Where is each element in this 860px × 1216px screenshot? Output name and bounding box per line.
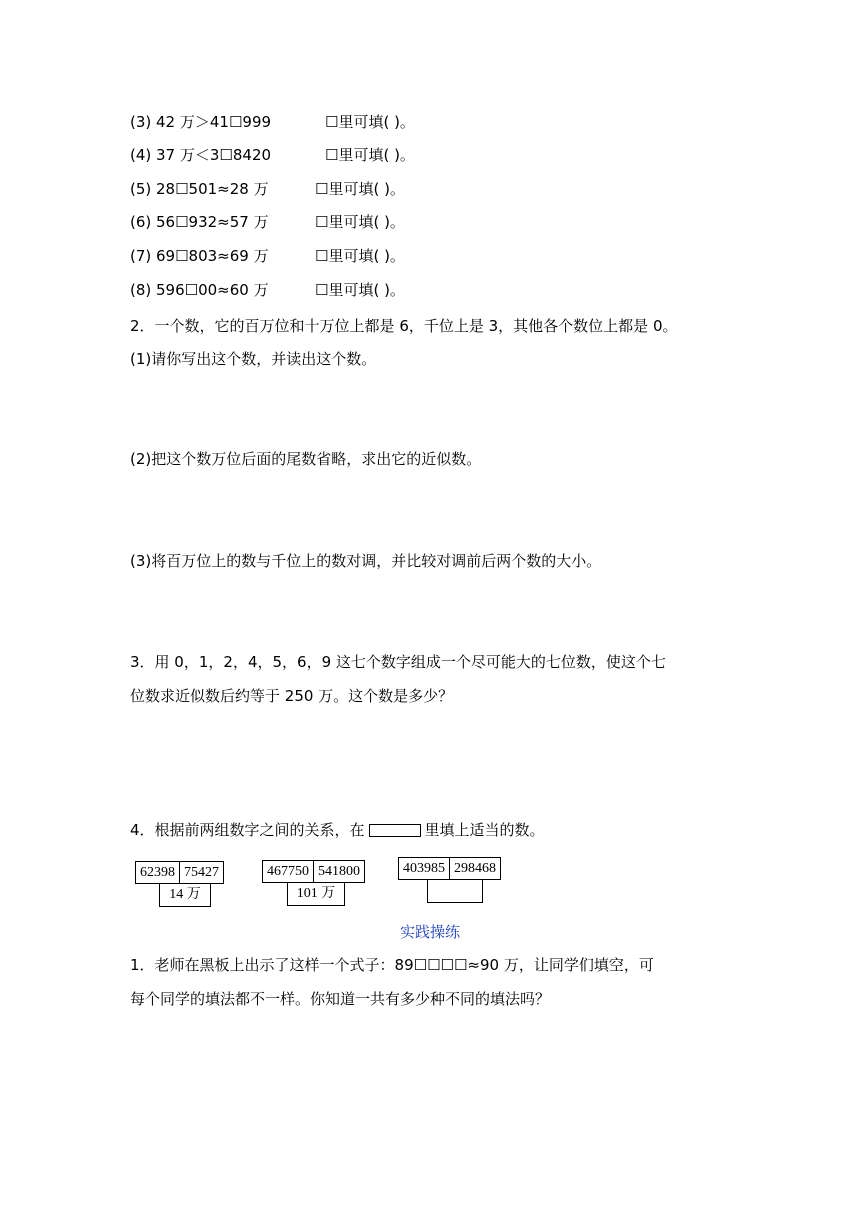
question-expression: (4) 37 万＜3☐8420 — [130, 146, 272, 164]
question-item-6 — [130, 212, 269, 232]
question-2-part-3: (3)将百万位上的数与千位上的数对调，并比较对调前后两个数的大小。 — [130, 552, 602, 570]
answer-blank[interactable]: ☐里可填( )。 — [315, 213, 405, 231]
pair-number-b: 541800 — [313, 861, 364, 882]
answer-blank[interactable]: ☐里可填( )。 — [315, 281, 405, 299]
answer-blank[interactable]: ☐里可填( )。 — [315, 247, 405, 265]
section-title: 实践操练 — [399, 923, 460, 941]
pair-result-blank[interactable] — [427, 880, 483, 903]
question-item-7 — [130, 246, 269, 266]
pair-number-a: 62398 — [140, 865, 175, 880]
question-3-line-1: 3．用 0，1，2，4，5，6，9 这七个数字组成一个尽可能大的七位数，使这个七 — [130, 653, 666, 671]
pair-number-a: 403985 — [403, 861, 445, 876]
number-pair-2 — [262, 860, 365, 883]
number-pair-1 — [135, 861, 224, 884]
pair-number-b: 75427 — [179, 862, 223, 883]
question-expression: (7) 69☐803≈69 万 — [130, 247, 269, 265]
question-4-text-before: 4．根据前两组数字之间的关系，在 — [130, 821, 365, 839]
answer-blank[interactable]: ☐里可填( )。 — [315, 180, 405, 198]
question-3-line-2: 位数求近似数后约等于 250 万。这个数是多少？ — [130, 687, 454, 705]
practice-question-line-2: 每个同学的填法都不一样。你知道一共有多少种不同的填法吗？ — [130, 990, 551, 1008]
question-expression: (3) 42 万＞41☐999 — [130, 113, 272, 131]
pair-number-b: 298468 — [449, 858, 500, 879]
inline-blank-box — [369, 824, 421, 837]
question-expression: (5) 28☐501≈28 万 — [130, 180, 269, 198]
question-item-3 — [130, 112, 271, 132]
number-pair-3 — [398, 857, 501, 880]
question-2-stem: 2．一个数，它的百万位和十万位上都是 6，千位上是 3，其他各个数位上都是 0。 — [130, 317, 678, 335]
question-item-8 — [130, 280, 269, 300]
answer-blank[interactable]: ☐里可填( )。 — [325, 146, 415, 164]
question-2-part-1: (1)请你写出这个数，并读出这个数。 — [130, 350, 377, 368]
answer-blank[interactable]: ☐里可填( )。 — [325, 113, 415, 131]
question-expression: (6) 56☐932≈57 万 — [130, 213, 269, 231]
pair-result: 14 万 — [159, 884, 211, 907]
question-4-stem — [130, 820, 545, 840]
question-expression: (8) 596☐00≈60 万 — [130, 281, 269, 299]
question-item-5 — [130, 179, 269, 199]
pair-result: 101 万 — [287, 883, 345, 906]
practice-question-line-1: 1．老师在黑板上出示了这样一个式子：89☐☐☐☐≈90 万，让同学们填空，可 — [130, 956, 654, 974]
question-item-4 — [130, 145, 271, 165]
pair-number-a: 467750 — [267, 864, 309, 879]
question-4-text-after: 里填上适当的数。 — [424, 821, 545, 839]
question-2-part-2: (2)把这个数万位后面的尾数省略，求出它的近似数。 — [130, 450, 482, 468]
